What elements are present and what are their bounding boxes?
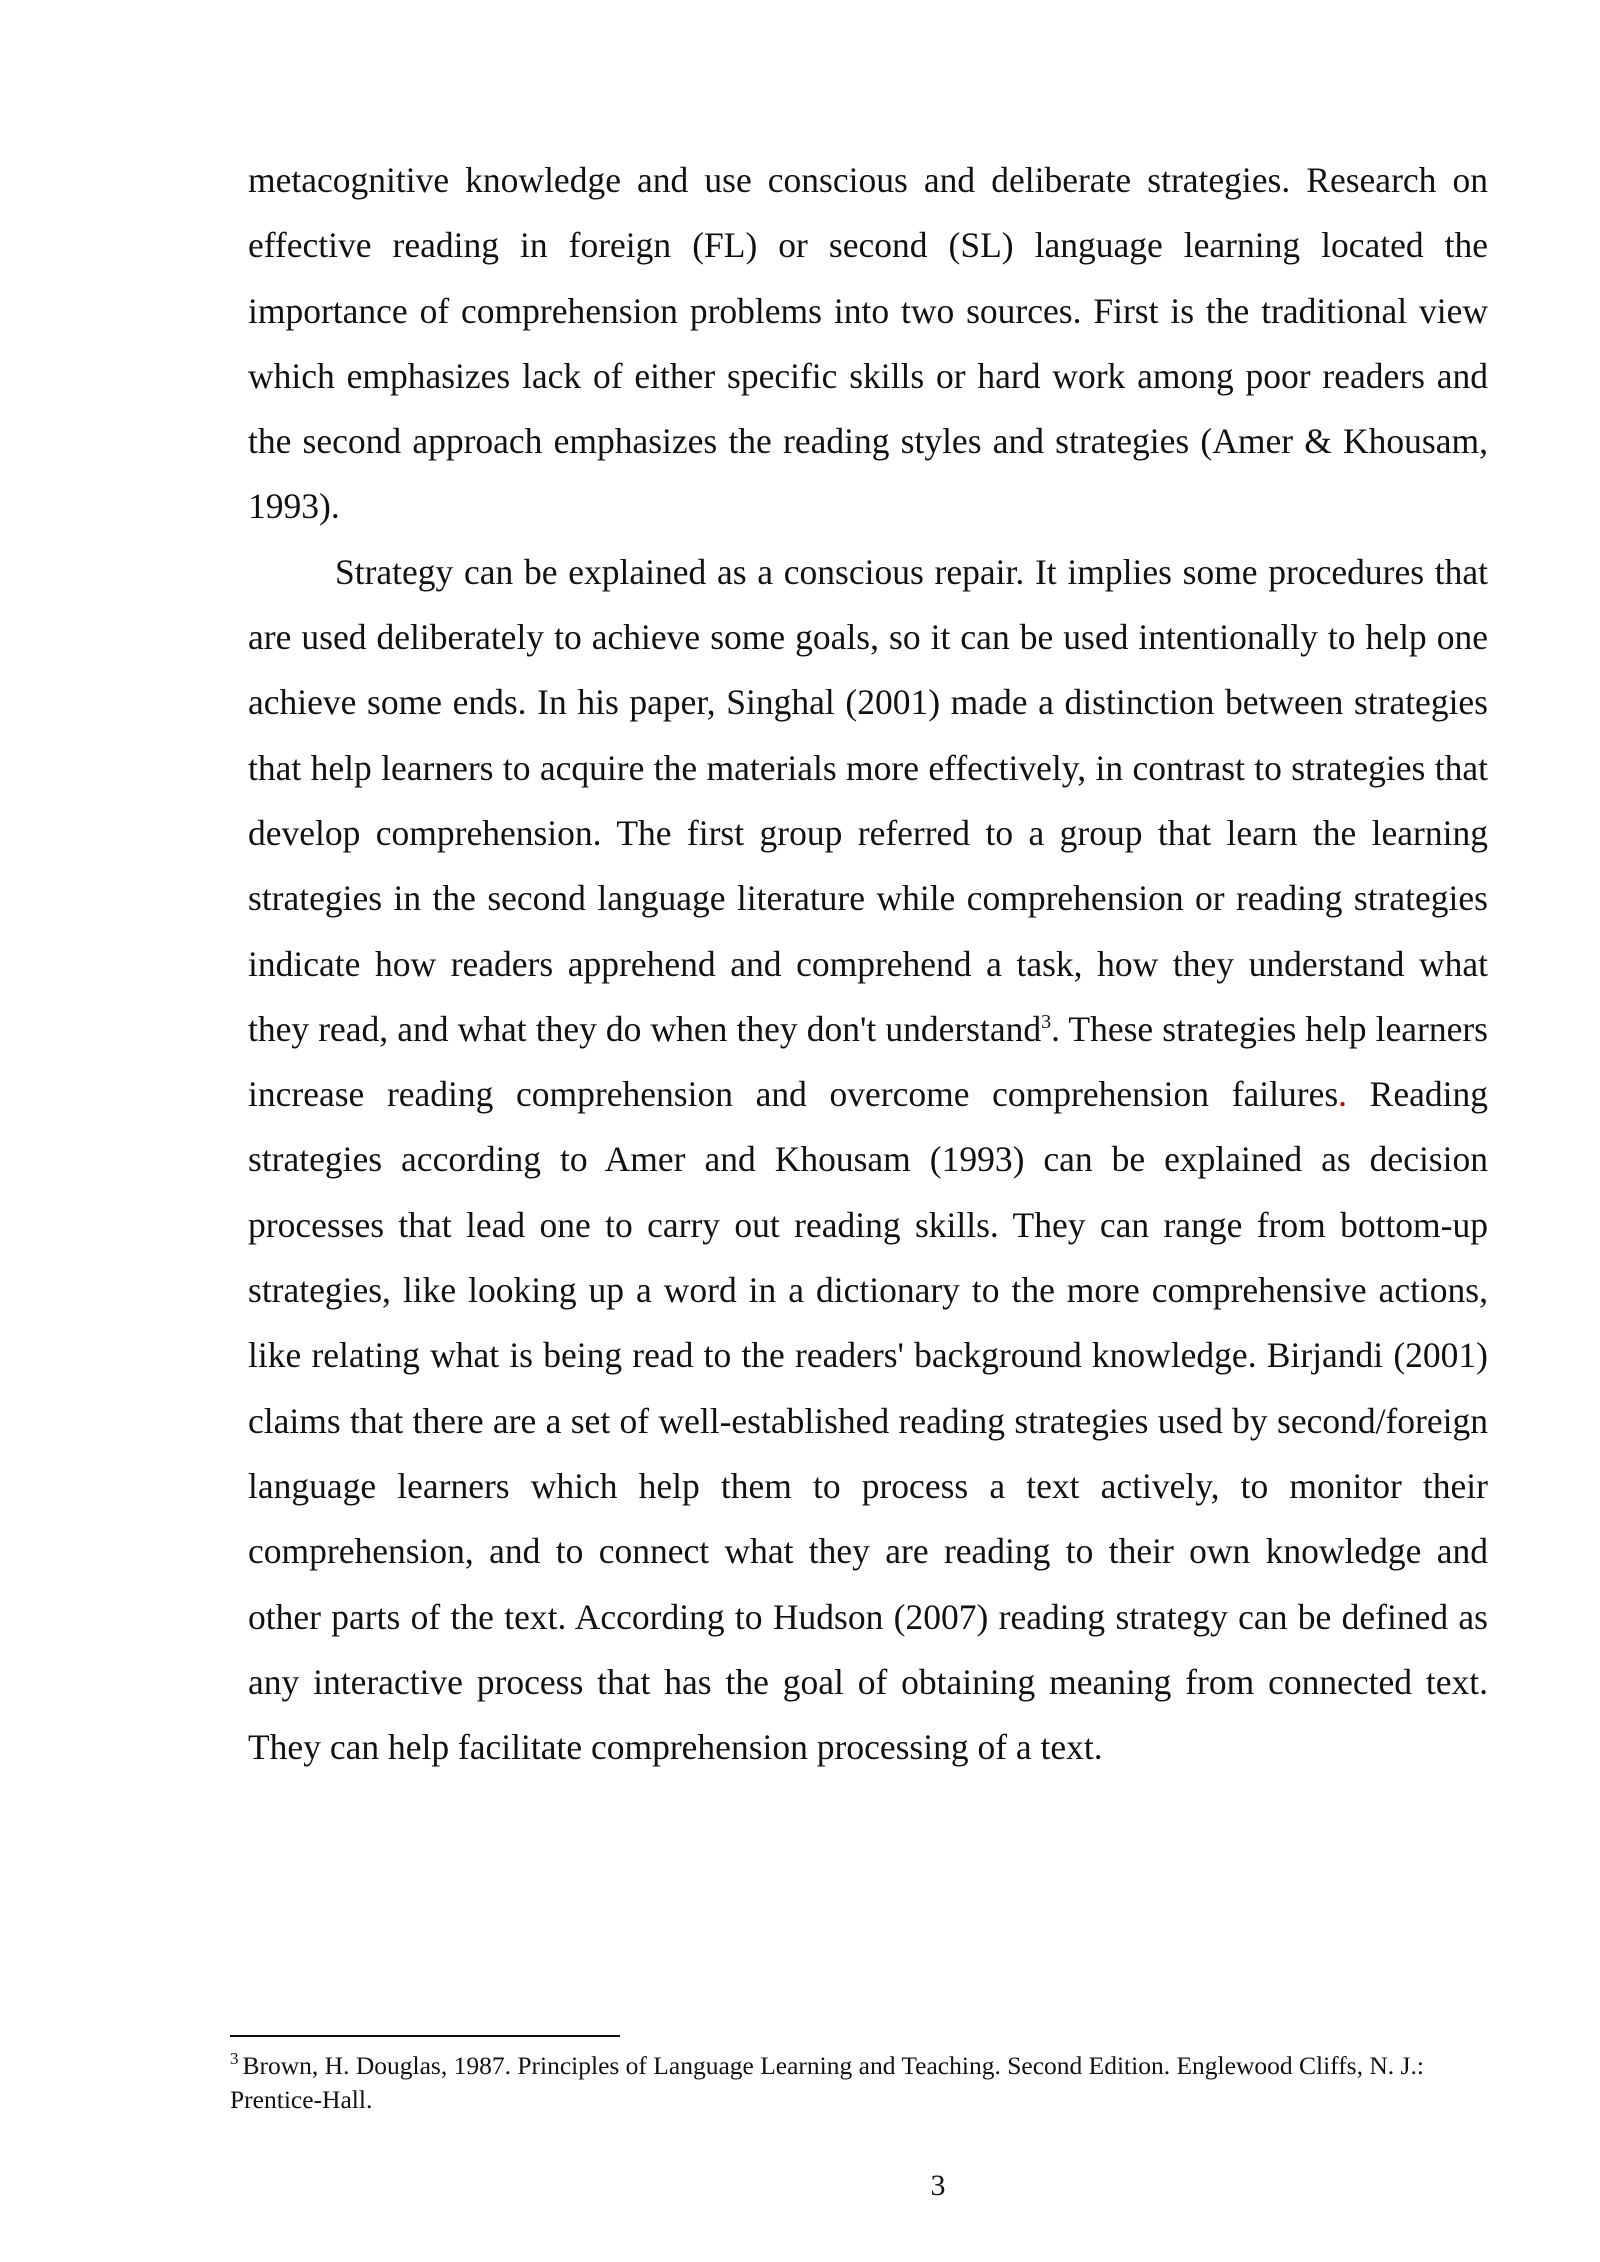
paragraph-2-part-1: Strategy can be explained as a conscious repair. It implies some procedures that are used deliberately to achieve some goals, so it can be used intentionally to help one achieve some ends. In his paper, Singhal (2001) made a distinction between strategies that help learners to acquire the materials more effectively, in contrast to strategies that develop comprehension. The first group referred to a group that learn the learning strategies in the second language literature while comprehension or reading strategies indicate how readers apprehend and comprehend a task, how they understand what they read, and what they do when they don't understand bbox=[248, 551, 1488, 1049]
footnote bbox=[230, 2049, 1498, 2117]
paragraph-2-part-2: . These strategies help learners increase reading comprehension and overcome comprehension failures bbox=[248, 1008, 1488, 1115]
footnote-text: Brown, H. Douglas, 1987. Principles of Language Learning and Teaching. Second Edition. Englewood Cliffs, N. J.: Prentice-Hall. bbox=[230, 2051, 1424, 2114]
paragraph-2-part-3: Reading strategies according to Amer and Khousam (1993) can be explained as decision processes that lead one to carry out reading skills. They can range from bottom-up strategies, like looking up a word in a dictionary to the more comprehensive actions, like relating what is being read to the readers' background knowledge. Birjandi (2001) claims that there are a set of well-established reading strategies used by second/foreign language learners which help them to process a text actively, to monitor their comprehension, and to connect what they are reading to their own knowledge and other parts of the text. According to Hudson (2007) reading strategy can be defined as any interactive process that has the goal of obtaining meaning from connected text. They can help facilitate comprehension processing of a text. bbox=[248, 1074, 1488, 1768]
footnote-reference: 3 bbox=[1041, 1010, 1052, 1033]
footnote-separator bbox=[230, 2035, 620, 2037]
paragraph-2 bbox=[248, 540, 1488, 1781]
body-text bbox=[248, 148, 1488, 1780]
paragraph-1 bbox=[248, 148, 1488, 540]
red-period-mark: . bbox=[1338, 1074, 1348, 1115]
paragraph-1-text: metacognitive knowledge and use conscious and deliberate strategies. Research on effective reading in foreign (FL) or second (SL) language learning located the importance of comprehension problems into two sources. First is the traditional view which emphasizes lack of either specific skills or hard work among poor readers and the second approach emphasizes the reading styles and strategies (Amer & Khousam, 1993). bbox=[248, 160, 1488, 527]
footnote-marker: 3 bbox=[230, 2049, 239, 2068]
page-number: 3 bbox=[930, 2169, 946, 2202]
